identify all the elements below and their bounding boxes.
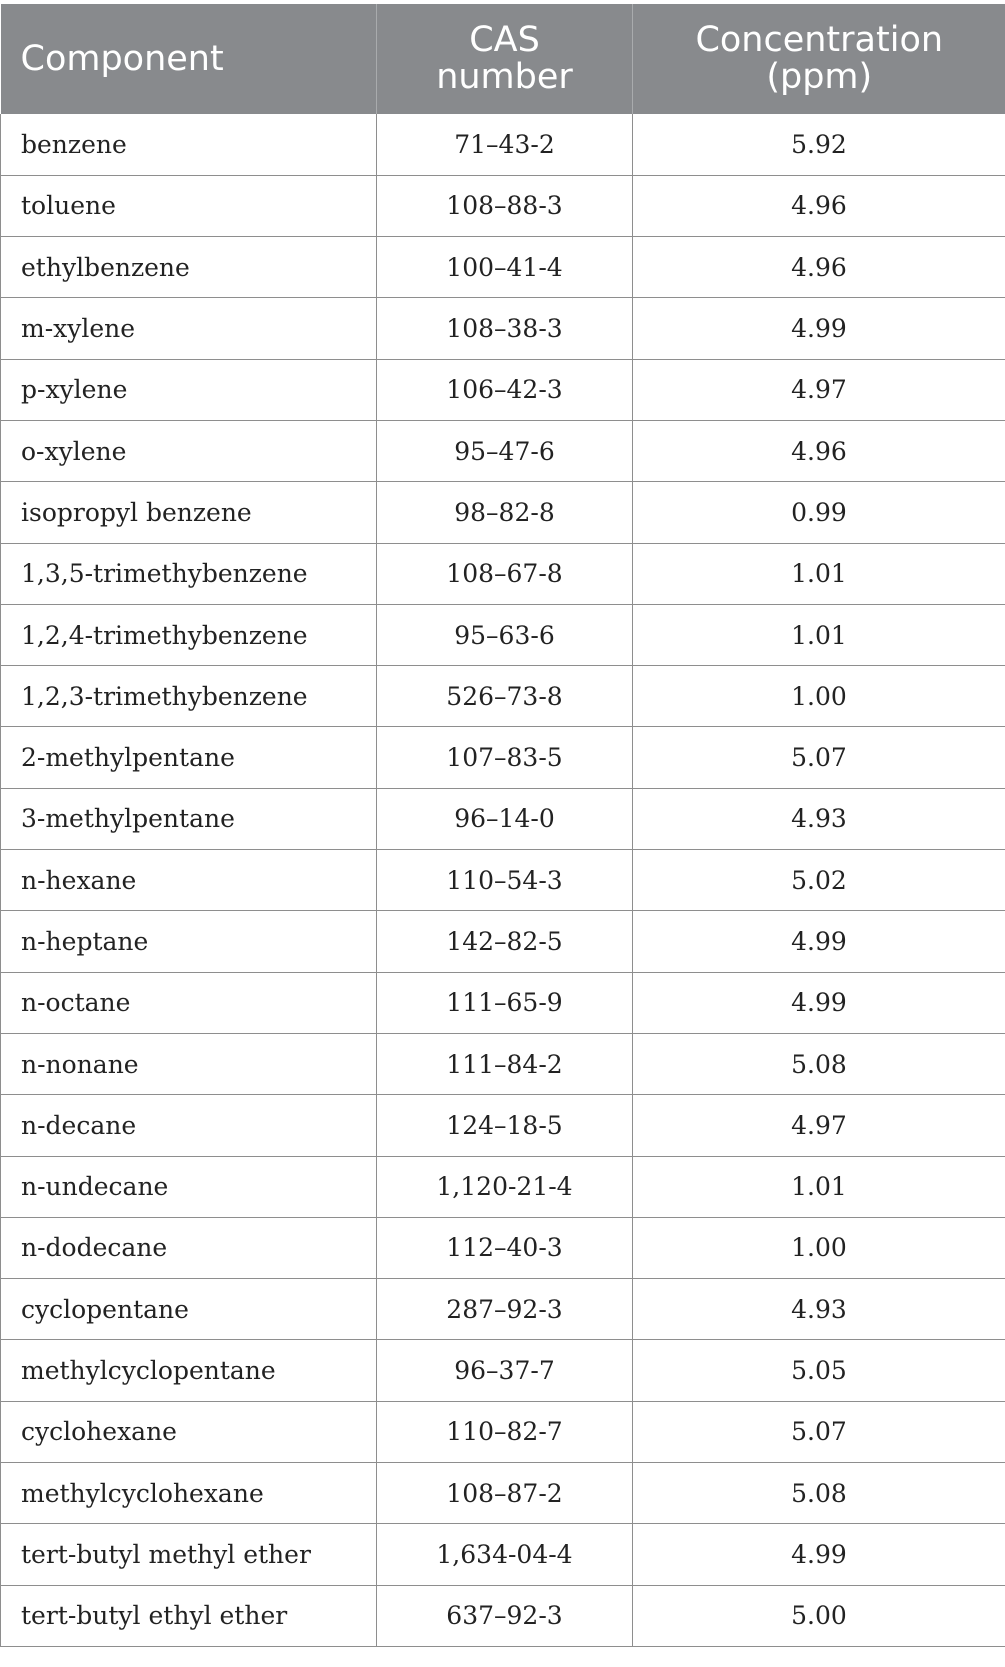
component-cell: n-decane (1, 1095, 377, 1156)
component-cell: n-heptane (1, 911, 377, 972)
component-cell: n-undecane (1, 1156, 377, 1217)
cas-number-cell: 96–14-0 (377, 788, 633, 849)
concentration-cell: 4.99 (633, 911, 1005, 972)
component-cell: isopropyl benzene (1, 482, 377, 543)
table-body (1, 114, 1005, 1646)
concentration-cell: 5.08 (633, 1463, 1005, 1524)
concentration-cell: 5.07 (633, 1401, 1005, 1462)
concentration-cell: 1.00 (633, 666, 1005, 727)
cas-number-cell: 111–65-9 (377, 972, 633, 1033)
cas-number-cell: 95–47-6 (377, 420, 633, 481)
component-cell: ethylbenzene (1, 237, 377, 298)
cas-number-cell: 111–84-2 (377, 1033, 633, 1094)
header-component-line-1: Component (20, 38, 224, 79)
table-row (1, 1156, 1005, 1217)
cas-number-cell: 1,634-04-4 (377, 1524, 633, 1585)
table-row (1, 1340, 1005, 1401)
component-cell: n-octane (1, 972, 377, 1033)
cas-number-cell: 106–42-3 (377, 359, 633, 420)
concentration-cell: 5.05 (633, 1340, 1005, 1401)
component-cell: n-dodecane (1, 1217, 377, 1278)
concentration-cell: 4.99 (633, 298, 1005, 359)
concentration-cell: 5.07 (633, 727, 1005, 788)
table-row (1, 543, 1005, 604)
cas-number-cell: 637–92-3 (377, 1585, 633, 1646)
table-row (1, 604, 1005, 665)
concentration-cell: 4.96 (633, 420, 1005, 481)
header-concentration (633, 4, 1005, 114)
table-row (1, 1279, 1005, 1340)
component-cell: p-xylene (1, 359, 377, 420)
table-row (1, 359, 1005, 420)
concentration-cell: 4.93 (633, 788, 1005, 849)
component-table-container (0, 4, 1005, 1647)
concentration-cell: 4.96 (633, 237, 1005, 298)
table-row (1, 1217, 1005, 1278)
header-cas-number (377, 4, 633, 114)
concentration-cell: 4.96 (633, 175, 1005, 236)
cas-number-cell: 124–18-5 (377, 1095, 633, 1156)
concentration-cell: 5.08 (633, 1033, 1005, 1094)
concentration-cell: 0.99 (633, 482, 1005, 543)
component-cell: tert-butyl ethyl ether (1, 1585, 377, 1646)
table-row (1, 972, 1005, 1033)
cas-number-cell: 95–63-6 (377, 604, 633, 665)
concentration-cell: 5.92 (633, 114, 1005, 175)
header-cas-line-1: CAS (469, 20, 540, 60)
component-cell: n-nonane (1, 1033, 377, 1094)
component-cell: toluene (1, 175, 377, 236)
table-row (1, 788, 1005, 849)
component-cell: o-xylene (1, 420, 377, 481)
table-row (1, 1095, 1005, 1156)
component-cell: 1,2,4-trimethybenzene (1, 604, 377, 665)
table-row (1, 237, 1005, 298)
table-row (1, 911, 1005, 972)
cas-number-cell: 108–87-2 (377, 1463, 633, 1524)
component-cell: m-xylene (1, 298, 377, 359)
concentration-cell: 1.00 (633, 1217, 1005, 1278)
table-row (1, 1463, 1005, 1524)
header-concentration-line-2: (ppm) (766, 57, 873, 97)
table-row (1, 666, 1005, 727)
table-row (1, 175, 1005, 236)
component-cell: 2-methylpentane (1, 727, 377, 788)
table-row (1, 850, 1005, 911)
header-concentration-line-1: Concentration (695, 20, 944, 60)
cas-number-cell: 1,120-21-4 (377, 1156, 633, 1217)
table-row (1, 1401, 1005, 1462)
table-row (1, 1524, 1005, 1585)
table-row (1, 1033, 1005, 1094)
cas-number-cell: 71–43-2 (377, 114, 633, 175)
concentration-cell: 1.01 (633, 1156, 1005, 1217)
cas-number-cell: 112–40-3 (377, 1217, 633, 1278)
component-cell: 3-methylpentane (1, 788, 377, 849)
cas-number-cell: 108–88-3 (377, 175, 633, 236)
concentration-cell: 4.97 (633, 359, 1005, 420)
table-row (1, 727, 1005, 788)
concentration-cell: 5.00 (633, 1585, 1005, 1646)
cas-number-cell: 108–67-8 (377, 543, 633, 604)
concentration-cell: 1.01 (633, 604, 1005, 665)
component-cell: 1,3,5-trimethybenzene (1, 543, 377, 604)
cas-number-cell: 96–37-7 (377, 1340, 633, 1401)
component-cell: tert-butyl methyl ether (1, 1524, 377, 1585)
cas-number-cell: 108–38-3 (377, 298, 633, 359)
header-row (1, 4, 1005, 114)
cas-number-cell: 107–83-5 (377, 727, 633, 788)
table-row (1, 114, 1005, 175)
component-cell: cyclopentane (1, 1279, 377, 1340)
cas-number-cell: 98–82-8 (377, 482, 633, 543)
concentration-cell: 1.01 (633, 543, 1005, 604)
component-cell: n-hexane (1, 850, 377, 911)
component-cell: benzene (1, 114, 377, 175)
concentration-cell: 5.02 (633, 850, 1005, 911)
table-header (1, 4, 1005, 114)
concentration-cell: 4.97 (633, 1095, 1005, 1156)
table-row (1, 420, 1005, 481)
component-cell: 1,2,3-trimethybenzene (1, 666, 377, 727)
cas-number-cell: 142–82-5 (377, 911, 633, 972)
table-row (1, 482, 1005, 543)
component-cell: methylcyclohexane (1, 1463, 377, 1524)
component-cell: methylcyclopentane (1, 1340, 377, 1401)
component-cell: cyclohexane (1, 1401, 377, 1462)
cas-number-cell: 100–41-4 (377, 237, 633, 298)
component-table (0, 4, 1005, 1647)
concentration-cell: 4.93 (633, 1279, 1005, 1340)
cas-number-cell: 110–54-3 (377, 850, 633, 911)
cas-number-cell: 110–82-7 (377, 1401, 633, 1462)
cas-number-cell: 287–92-3 (377, 1279, 633, 1340)
table-row (1, 298, 1005, 359)
concentration-cell: 4.99 (633, 1524, 1005, 1585)
table-row (1, 1585, 1005, 1646)
concentration-cell: 4.99 (633, 972, 1005, 1033)
header-component (1, 4, 377, 114)
header-cas-line-2: number (436, 57, 573, 97)
cas-number-cell: 526–73-8 (377, 666, 633, 727)
